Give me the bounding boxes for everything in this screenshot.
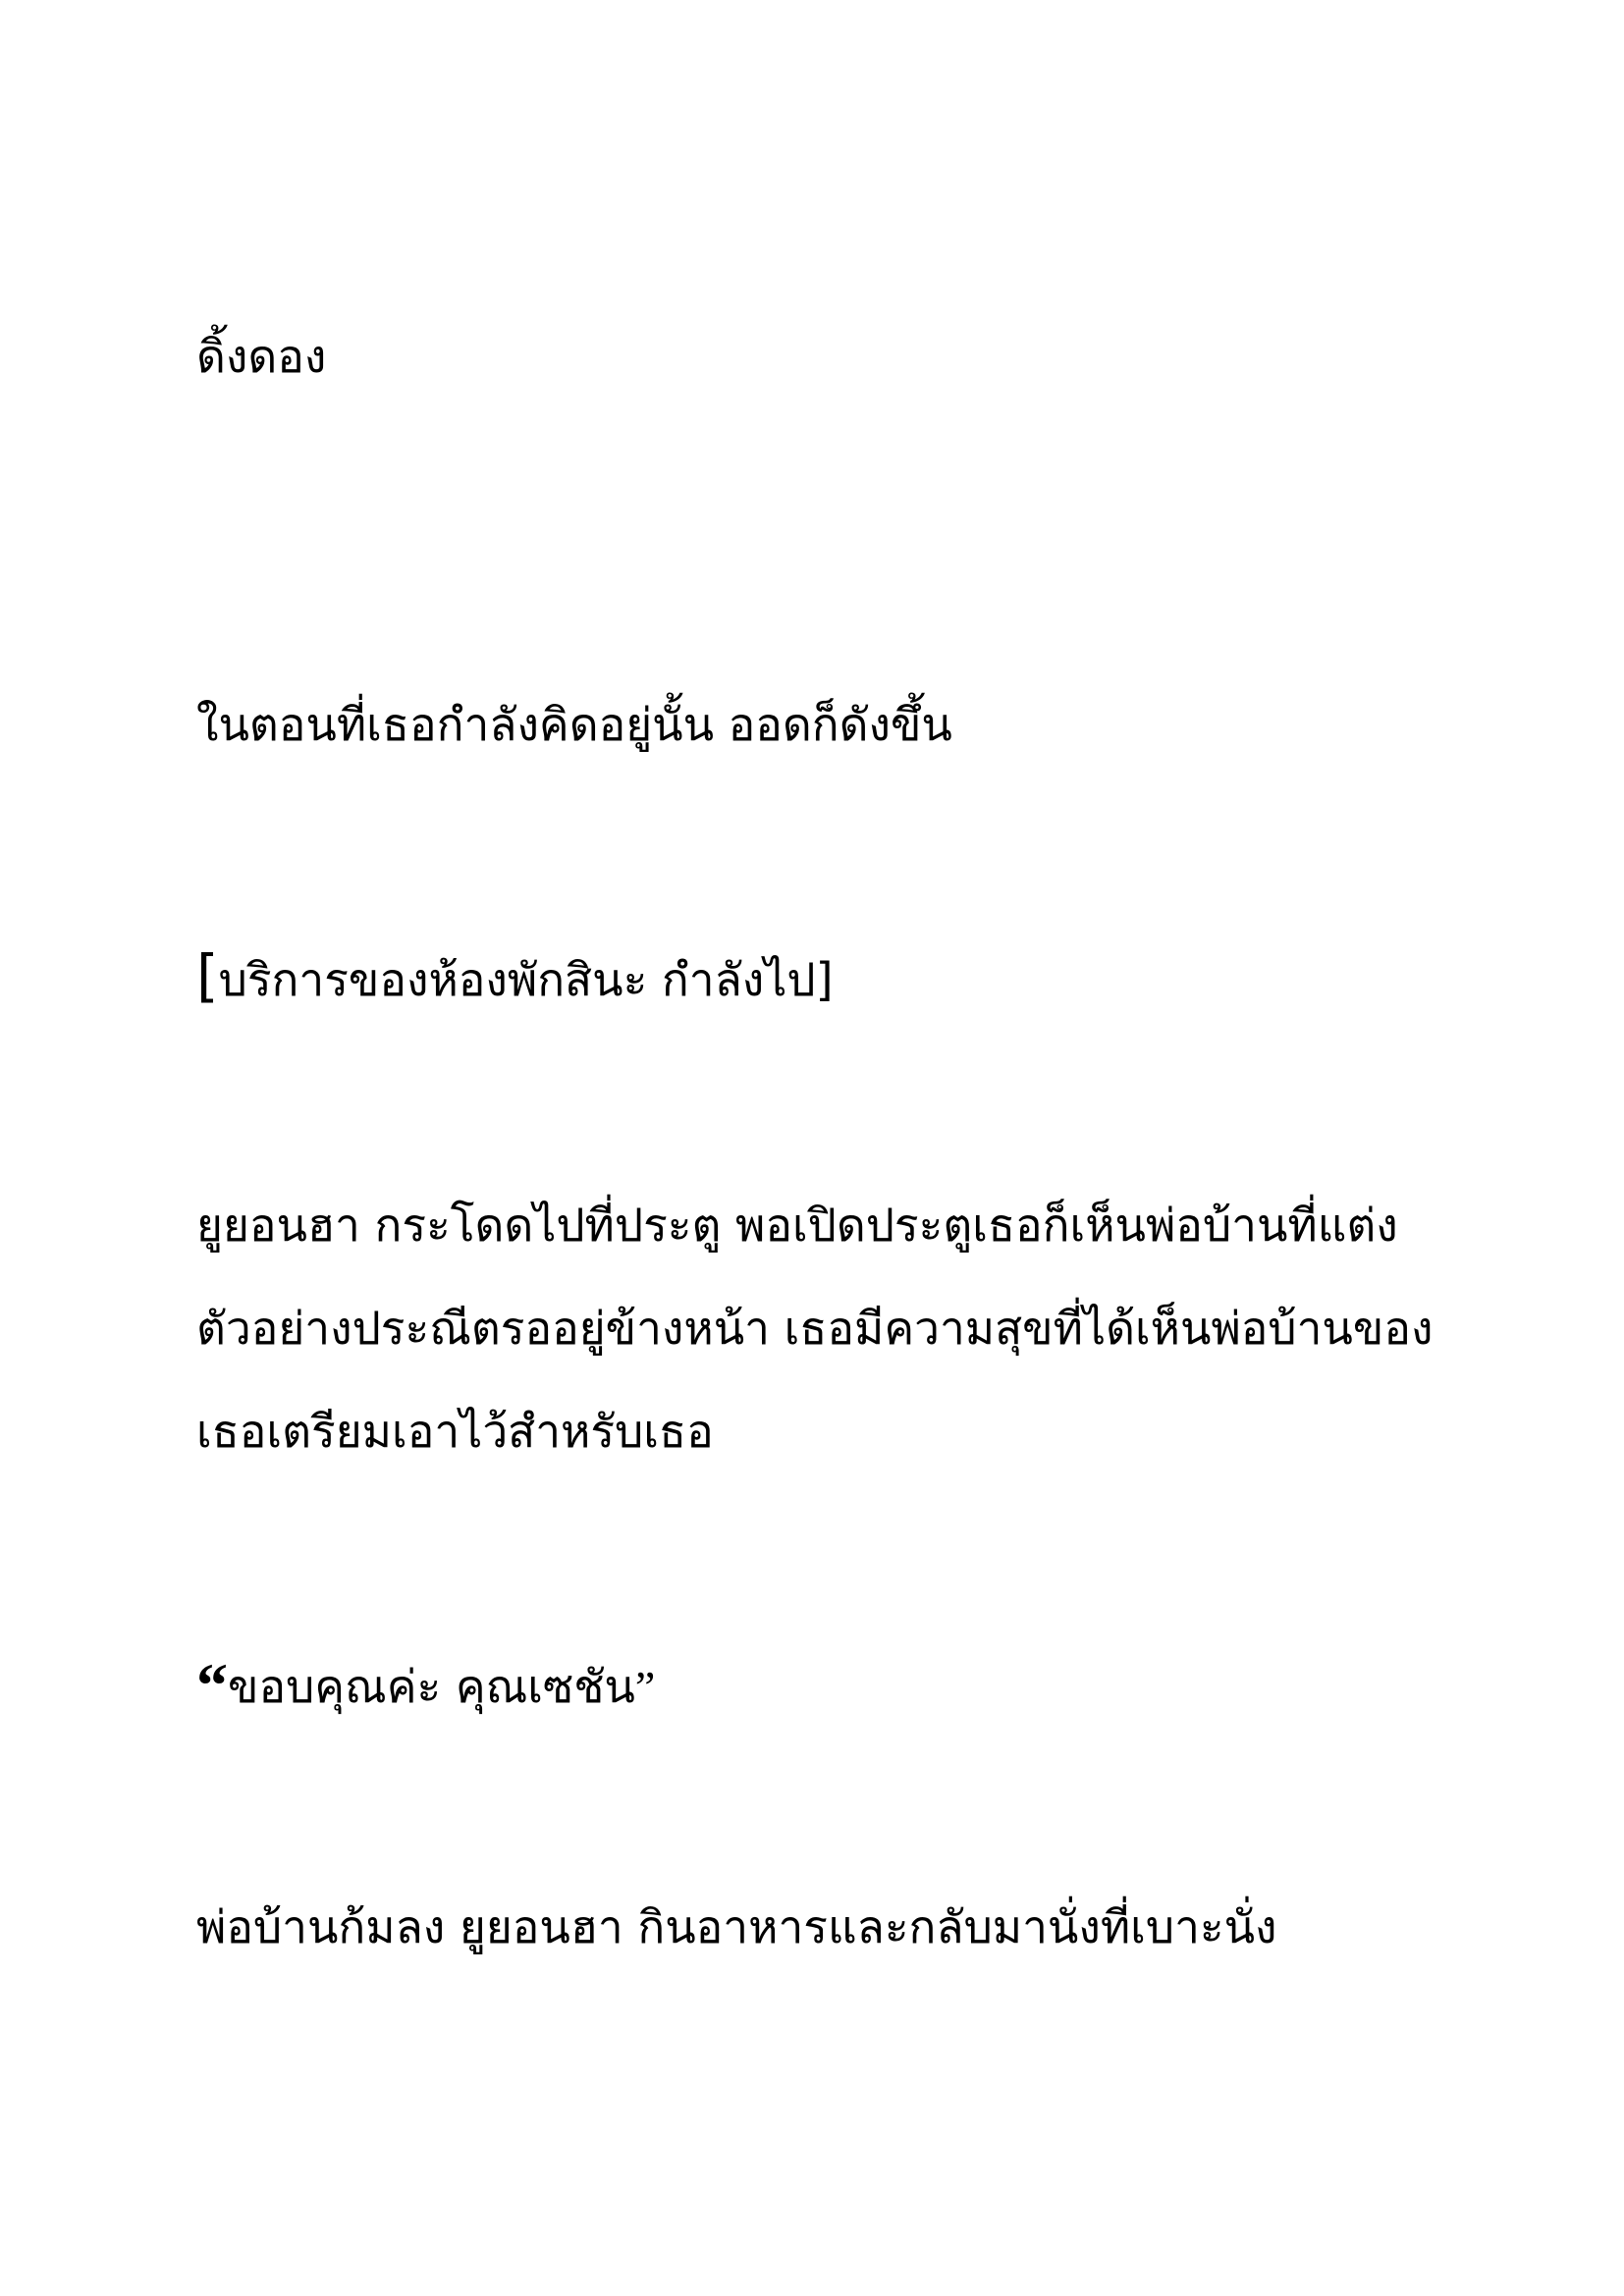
thanks-text: ขอบคุณค่ะ คุณเซชัน (228, 1660, 635, 1713)
paragraph-butler-line-1: ยูยอนฮา กระโดดไปที่ประตู พอเปิดประตูเธอก็เห็นพ่อบ้านที่แต่ง (196, 1199, 1398, 1252)
paragraph-room-service (196, 942, 834, 1009)
paragraph-ding-dong: ดิ้งดอง (196, 330, 327, 383)
open-quote: “ (196, 1650, 228, 1720)
room-service-text: บริการของห้องพักสินะ กำลังไป] (218, 953, 834, 1006)
close-quote: ” (634, 1662, 656, 1712)
open-bracket: [ (196, 942, 219, 1009)
paragraph-butler-bows: พ่อบ้านก้มลง ยูยอนฮา กินอาหารและกลับมานั่งที่เบาะนั่ง (196, 1900, 1277, 1953)
paragraph-thanks-dialogue (196, 1650, 656, 1720)
paragraph-doorbell: ในตอนที่เธอกำลังคิดอยู่นั้น ออดก็ดังขึ้น (196, 698, 952, 751)
paragraph-butler-line-3: เธอเตรียมเอาไว้สำหรับเธอ (196, 1405, 714, 1458)
paragraph-butler-line-2: ตัวอย่างประณีตรออยู่ข้างหน้า เธอมีความสุขที่ได้เห็นพ่อบ้านของ (196, 1302, 1434, 1355)
